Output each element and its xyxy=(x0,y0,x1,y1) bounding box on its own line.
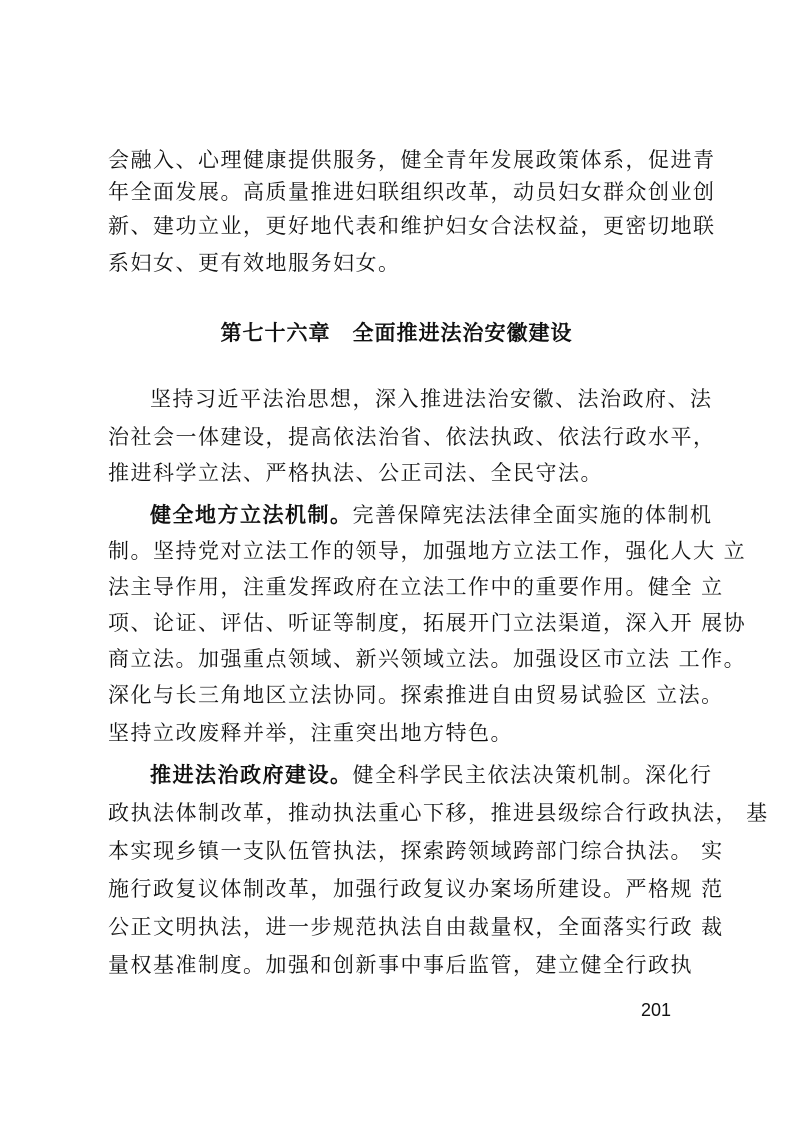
text-line: 坚持立改废释并举，注重突出地方特色。 xyxy=(108,721,513,745)
text-run: 健全科学民主依法决策机制。深化行 xyxy=(352,763,713,787)
paragraph-first-line xyxy=(150,500,740,530)
paragraph-first-line xyxy=(150,760,740,790)
text-line: 政执法体制改革，推动执法重心下移，推进县级综合行政执法， 基 xyxy=(108,801,769,825)
text-line: 治社会一体建设，提高依法治省、依法执政、依法行政水平， xyxy=(108,425,716,449)
text-line: 年全面发展。高质量推进妇联组织改革，动员妇女群众创业创 xyxy=(108,180,716,204)
text-line: 新、建功立业，更好地代表和维护妇女合法权益，更密切地联 xyxy=(108,214,716,238)
text-line: 商立法。加强重点领域、新兴领域立法。加强设区市立法 工作。 xyxy=(108,647,747,671)
text-line: 法主导作用，注重发挥政府在立法工作中的重要作用。健全 立 xyxy=(108,575,724,599)
paragraph-heading: 推进法治政府建设。 xyxy=(150,763,353,787)
text-line: 施行政复议体制改革，加强行政复议办案场所建设。严格规 范 xyxy=(108,877,724,901)
text-line: 深化与长三角地区立法协同。探索推进自由贸易试验区 立法。 xyxy=(108,683,724,707)
text-run: 完善保障宪法法律全面实施的体制机 xyxy=(352,503,713,527)
text-line: 制。坚持党对立法工作的领导，加强地方立法工作，强化人大 立 xyxy=(108,539,747,563)
text-line: 推进科学立法、严格执法、公正司法、全民守法。 xyxy=(108,461,603,485)
text-line: 本实现乡镇一支队伍管执法，探索跨领域跨部门综合执法。 实 xyxy=(108,839,724,863)
page-number: 201 xyxy=(641,1000,672,1020)
text-line: 会融入、心理健康提供服务，健全青年发展政策体系，促进青 xyxy=(108,148,716,172)
chapter-title: 第七十六章 全面推进法治安徽建设 xyxy=(220,321,573,345)
text-line: 公正文明执法，进一步规范执法自由裁量权，全面落实行政 裁 xyxy=(108,915,724,939)
text-line: 坚持习近平法治思想，深入推进法治安徽、法治政府、法 xyxy=(150,387,713,411)
text-line: 量权基准制度。加强和创新事中事后监管，建立健全行政执 xyxy=(108,953,693,977)
text-line: 项、论证、评估、听证等制度，拓展开门立法渠道，深入开 展协 xyxy=(108,611,747,635)
text-line: 系妇女、更有效地服务妇女。 xyxy=(108,251,401,275)
paragraph-heading: 健全地方立法机制。 xyxy=(150,503,353,527)
